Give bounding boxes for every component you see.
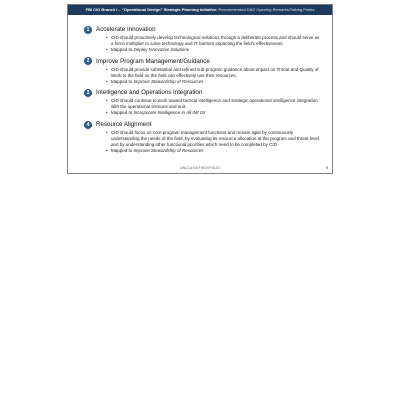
bullet-item xyxy=(111,47,322,53)
bullet-list xyxy=(84,67,322,85)
slide xyxy=(67,4,333,174)
bullet-item xyxy=(111,148,322,154)
bullet-item xyxy=(111,110,322,116)
section-program-management xyxy=(84,57,322,85)
bullet-item: • CID should proactively develop technological solutions through a deliberate process and should serve as a force multiplier to solve technology and IT barriers impacting the field’s effectiveness. xyxy=(111,35,322,47)
bullet-list xyxy=(84,35,322,53)
bullet-list xyxy=(84,130,322,154)
bullet-item: • CID should provide substantial and refined sub-program guidance about impact on Threat and Quality of Work to the field so the field can effectively use their resources. xyxy=(111,67,322,79)
section-title: Accelerate Innovation xyxy=(96,26,156,33)
bullet-prefix: Mapped to xyxy=(111,110,134,116)
talking-points xyxy=(84,25,322,158)
bullet-prefix: Mapped to xyxy=(111,46,134,52)
banner-subtitle: Recommended DAD Opening Remarks/Talking Points xyxy=(217,7,315,12)
banner-title: FBI CIO Branch I – “Operational Design” Strategic Planning Initiative: xyxy=(85,7,218,12)
bullet-mapped-goal: Incorporate Intelligence in All IMI ISI xyxy=(133,110,206,116)
bullet-prefix: Mapped to xyxy=(111,147,134,153)
section-intel-ops-integration xyxy=(84,88,322,116)
bullet-item: • CID should continue to work toward tactical intelligence and strategic operational intelligence integration with the operational sections and unit. xyxy=(111,98,322,110)
bullet-list xyxy=(84,98,322,116)
section-accelerate-innovation xyxy=(84,25,322,53)
section-number-badge: 3 xyxy=(84,89,92,97)
classification-marking: UNCLASSIFIED//FOUO xyxy=(180,166,220,170)
section-number-badge: 4 xyxy=(84,121,92,129)
bullet-mapped-goal: Improve Stewardship of Resources xyxy=(133,78,204,84)
section-number-badge: 2 xyxy=(84,57,92,65)
bullet-mapped-goal: Improve Stewardship of Resources xyxy=(133,147,204,153)
section-number-badge: 1 xyxy=(84,26,92,34)
section-title: Intelligence and Operations Integration xyxy=(96,89,203,97)
slide-banner xyxy=(68,5,332,15)
bullet-item: • CID should focus on core program management functions and remain agile by continuously understanding the needs of the field, by evaluating its resource allocation at the program and threat level, and by understanding other functional priorities which need to be completed by CID xyxy=(111,130,322,148)
page-number: 9 xyxy=(325,166,328,170)
section-resource-alignment xyxy=(84,120,322,154)
bullet-prefix: Mapped to xyxy=(111,78,134,84)
bullet-mapped-goal: Deploy Innovative Solutions xyxy=(133,46,190,52)
section-title: Improve Program Management/Guidance xyxy=(96,57,210,65)
section-title: Resource Alignment xyxy=(96,121,152,129)
bullet-item xyxy=(111,79,322,85)
